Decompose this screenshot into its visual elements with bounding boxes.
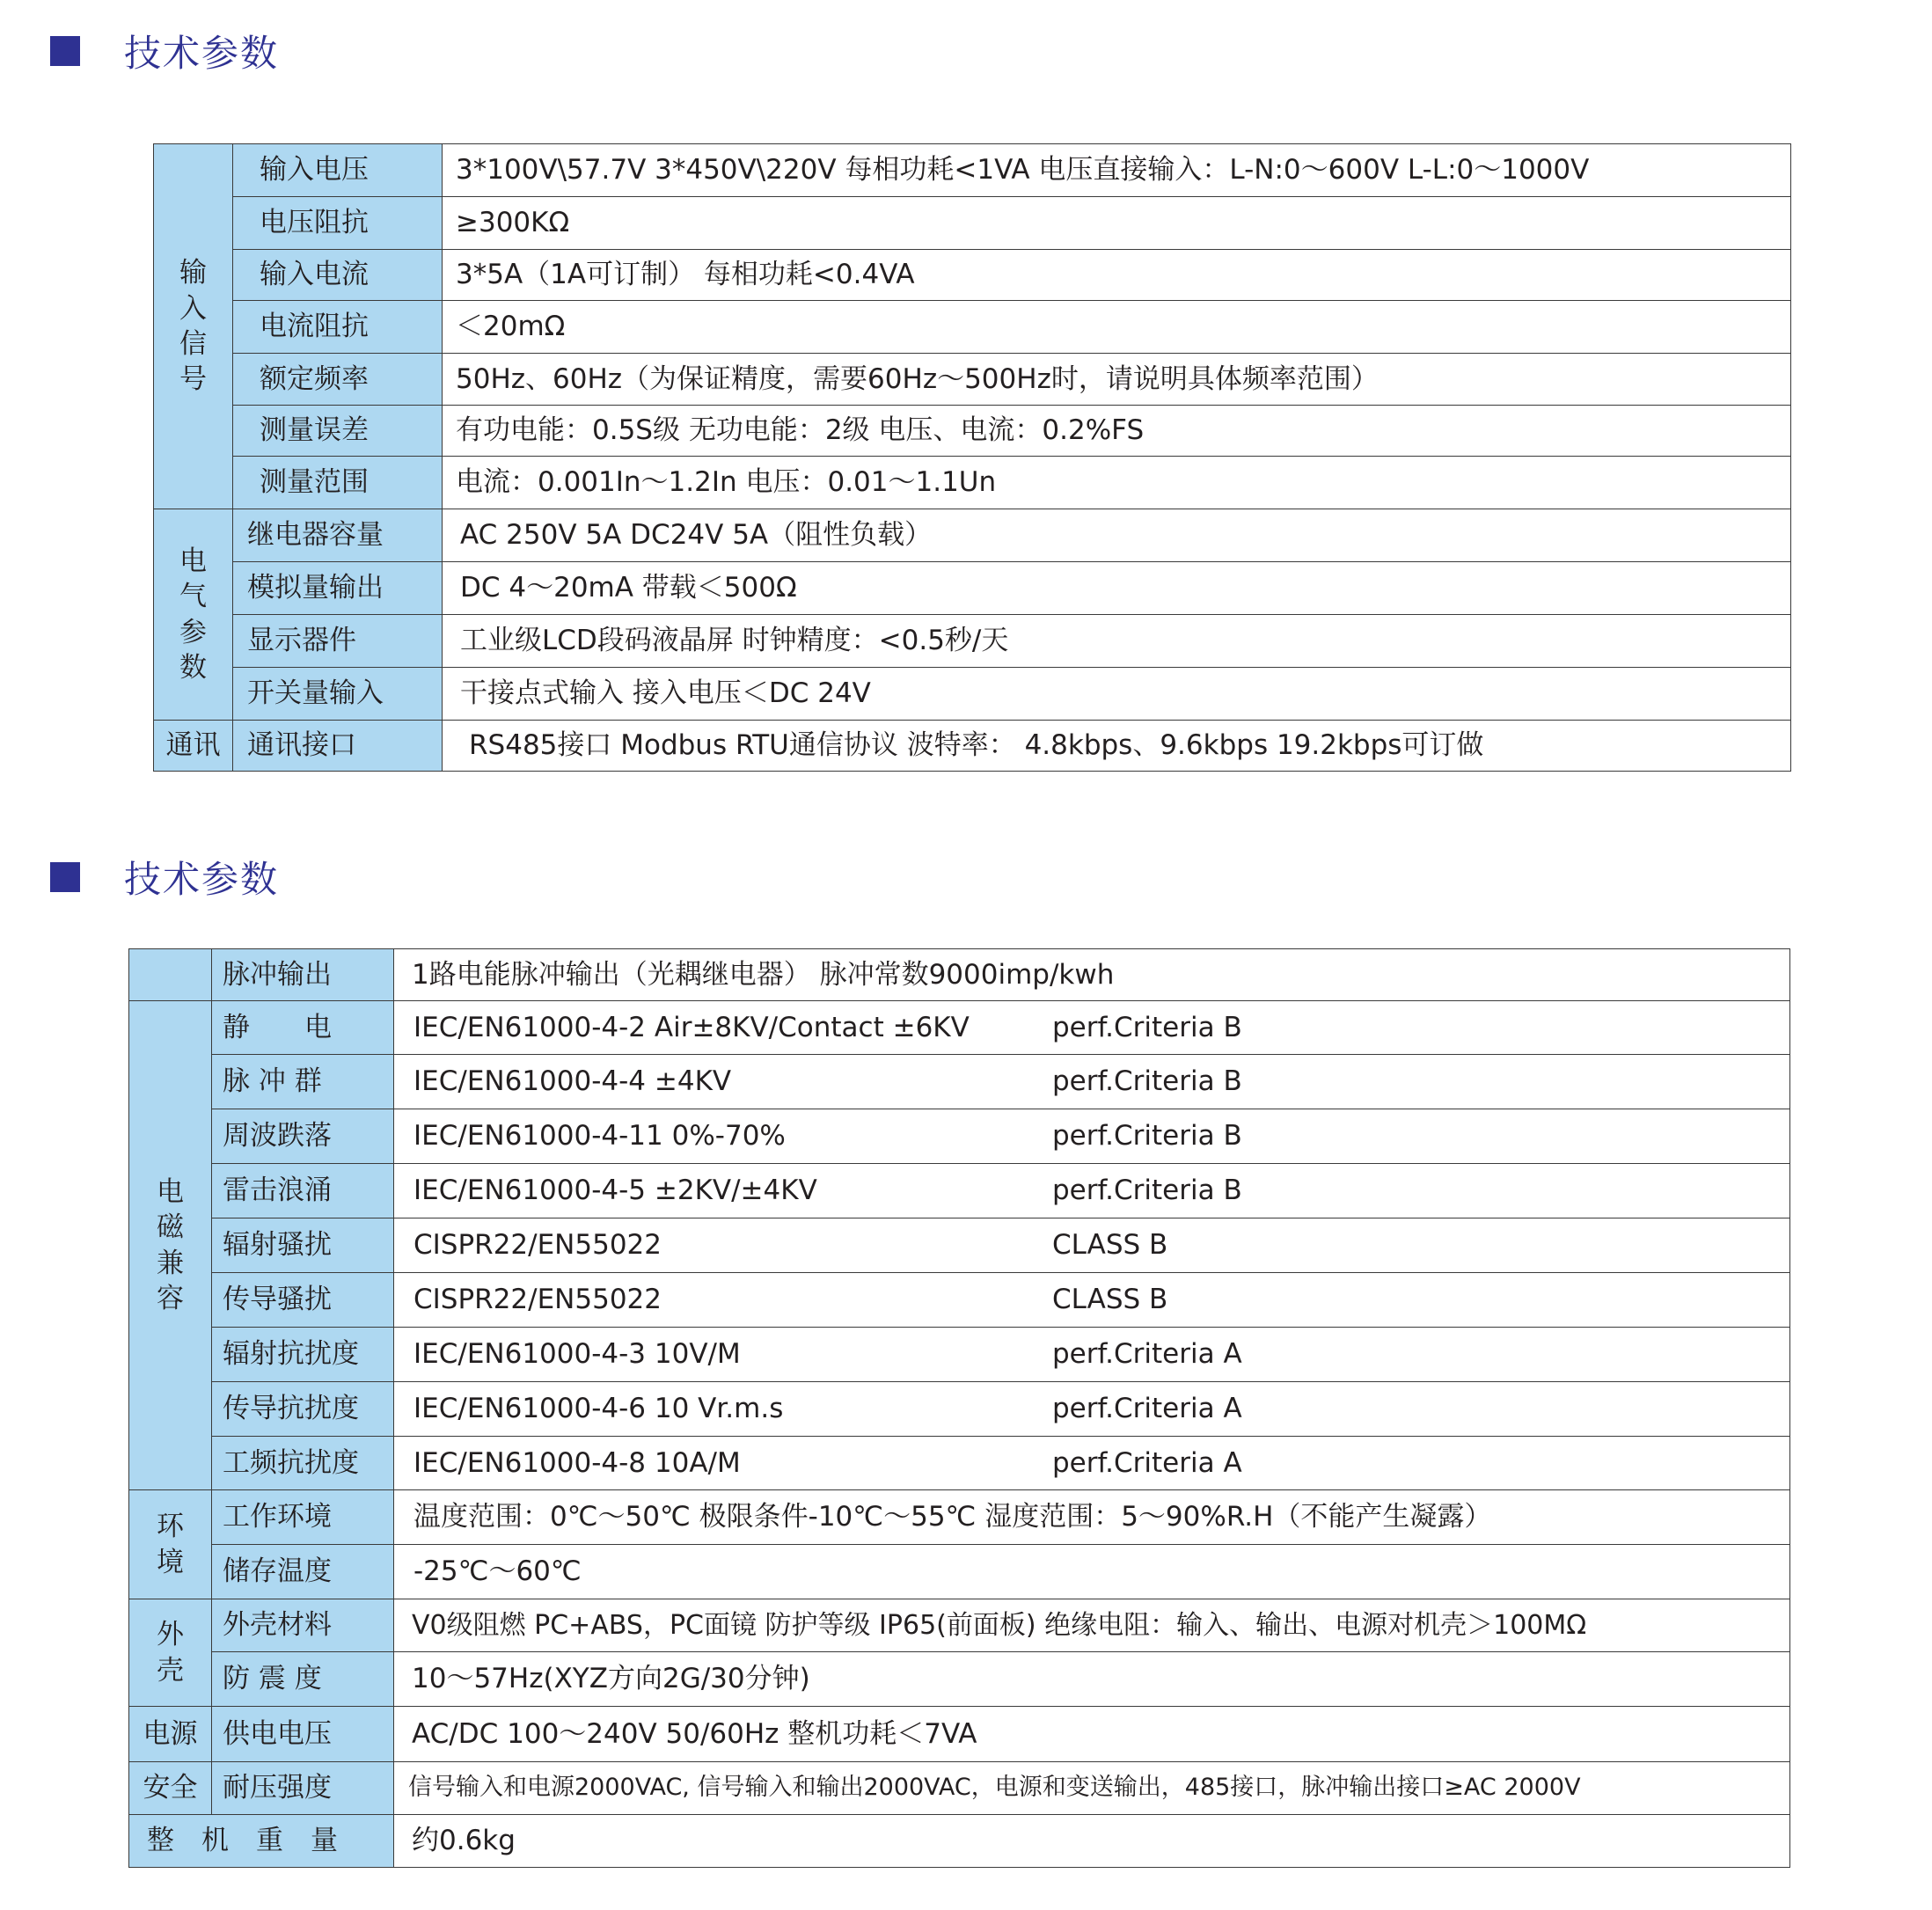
row-label: 辐射抗扰度 <box>212 1328 394 1382</box>
row-label: 工作环境 <box>212 1490 394 1545</box>
row-label: 输入电压 <box>233 144 443 197</box>
footer-value-weight: 约0.6kg <box>394 1815 1790 1868</box>
table-row <box>154 144 1791 197</box>
table-row <box>129 1218 1790 1273</box>
row-value: 10～57Hz(XYZ方向2G/30分钟) <box>394 1652 1790 1707</box>
row-value <box>394 1055 1790 1109</box>
row-label: 继电器容量 <box>233 509 443 562</box>
standard-text: IEC/EN61000-4-2 Air±8KV/Contact ±6KV <box>413 1011 970 1043</box>
row-label: 输入电流 <box>233 250 443 301</box>
row-value: 3*5A（1A可订制） 每相功耗<0.4VA <box>443 250 1791 301</box>
section-title-text: 技术参数 <box>124 32 280 75</box>
row-value: 1路电能脉冲输出（光耦继电器） 脉冲常数9000imp/kwh <box>394 949 1790 1001</box>
row-label: 供电电压 <box>212 1707 394 1762</box>
table-row <box>129 1652 1790 1707</box>
row-label: 工频抗扰度 <box>212 1437 394 1490</box>
group-label-environment <box>129 1490 212 1599</box>
table-row <box>129 1762 1790 1815</box>
row-value: 工业级LCD段码液晶屏 时钟精度：<0.5秒/天 <box>443 615 1791 668</box>
group-label-text: 环 境 <box>157 1511 184 1578</box>
row-value: 3*100V\57.7V 3*450V\220V 每相功耗<1VA 电压直接输入：L-N:0～600V L-L:0～1000V <box>443 144 1791 197</box>
row-label: 储存温度 <box>212 1545 394 1599</box>
row-value: 干接点式输入 接入电压＜DC 24V <box>443 668 1791 721</box>
table-row <box>129 1055 1790 1109</box>
spec-table-2 <box>128 948 1790 1868</box>
row-label: 测量范围 <box>233 457 443 509</box>
table-row <box>154 457 1791 509</box>
table-row <box>129 1273 1790 1328</box>
row-label: 外壳材料 <box>212 1599 394 1652</box>
row-label: 耐压强度 <box>212 1762 394 1815</box>
title-square-icon <box>50 36 80 66</box>
table-row <box>154 562 1791 615</box>
group-label-electrical-params <box>154 509 233 721</box>
criteria-text: perf.Criteria B <box>1052 1065 1242 1098</box>
row-value <box>394 1109 1790 1164</box>
table-row <box>154 197 1791 250</box>
table-row <box>154 615 1791 668</box>
standard-text: IEC/EN61000-4-11 0%-70% <box>413 1120 786 1153</box>
table-row <box>129 949 1790 1001</box>
row-label: 辐射骚扰 <box>212 1218 394 1273</box>
standard-text: IEC/EN61000-4-4 ±4KV <box>413 1065 732 1098</box>
table-row <box>129 1328 1790 1382</box>
criteria-text: perf.Criteria A <box>1052 1393 1242 1425</box>
group-label-power: 电源 <box>129 1707 212 1762</box>
group-label-text: 电 磁 兼 容 <box>157 1175 184 1314</box>
group-label-housing <box>129 1599 212 1707</box>
standard-text: IEC/EN61000-4-3 10V/M <box>413 1338 741 1371</box>
row-value: 电流：0.001In～1.2In 电压：0.01～1.1Un <box>443 457 1791 509</box>
title-square-icon <box>50 862 80 892</box>
row-label: 防 震 度 <box>212 1652 394 1707</box>
table-row <box>129 1707 1790 1762</box>
table-row <box>154 250 1791 301</box>
row-value: 信号输入和电源2000VAC, 信号输入和输出2000VAC，电源和变送输出，485接口，脉冲输出接口≥AC 2000V <box>394 1762 1790 1815</box>
row-label: 脉冲输出 <box>212 949 394 1001</box>
row-label: 电流阻抗 <box>233 301 443 354</box>
row-label: 开关量输入 <box>233 668 443 721</box>
row-label: 静 电 <box>212 1001 394 1055</box>
row-value: ≥300KΩ <box>443 197 1791 250</box>
table-row <box>154 668 1791 721</box>
group-label-pulse <box>129 949 212 1001</box>
criteria-text: CLASS B <box>1052 1229 1168 1262</box>
row-value: 有功电能：0.5S级 无功电能：2级 电压、电流：0.2%FS <box>443 406 1791 457</box>
row-value <box>394 1437 1790 1490</box>
table-row <box>129 1815 1790 1868</box>
table-row <box>129 1382 1790 1437</box>
criteria-text: perf.Criteria A <box>1052 1338 1242 1371</box>
table-row <box>129 1599 1790 1652</box>
row-value: -25℃～60℃ <box>394 1545 1790 1599</box>
criteria-text: perf.Criteria B <box>1052 1175 1242 1207</box>
row-value: 温度范围：0℃～50℃ 极限条件-10℃～55℃ 湿度范围：5～90%R.H（不能产生凝露） <box>394 1490 1790 1545</box>
row-value: DC 4～20mA 带载＜500Ω <box>443 562 1791 615</box>
table-row <box>129 1545 1790 1599</box>
row-value <box>394 1382 1790 1437</box>
row-value: AC 250V 5A DC24V 5A（阻性负载） <box>443 509 1791 562</box>
table-row <box>129 1001 1790 1055</box>
section-title-1 <box>50 29 279 73</box>
row-value <box>394 1273 1790 1328</box>
row-label: 传导骚扰 <box>212 1273 394 1328</box>
row-label: 脉 冲 群 <box>212 1055 394 1109</box>
table-row <box>129 1109 1790 1164</box>
row-label: 传导抗扰度 <box>212 1382 394 1437</box>
group-label-text: 外 壳 <box>157 1619 184 1687</box>
group-label-safety: 安全 <box>129 1762 212 1815</box>
row-value: RS485接口 Modbus RTU通信协议 波特率： 4.8kbps、9.6kbps 19.2kbps可订做 <box>443 721 1791 772</box>
row-label: 电压阻抗 <box>233 197 443 250</box>
row-value: V0级阻燃 PC+ABS，PC面镜 防护等级 IP65(前面板) 绝缘电阻：输入、输出、电源对机壳＞100MΩ <box>394 1599 1790 1652</box>
row-value <box>394 1164 1790 1218</box>
criteria-text: perf.Criteria B <box>1052 1120 1242 1153</box>
table-row <box>129 1490 1790 1545</box>
row-label: 测量误差 <box>233 406 443 457</box>
row-label: 雷击浪涌 <box>212 1164 394 1218</box>
table-row <box>129 1164 1790 1218</box>
row-value <box>394 1328 1790 1382</box>
criteria-text: perf.Criteria A <box>1052 1446 1242 1479</box>
group-label-emc <box>129 1001 212 1490</box>
row-label: 通讯接口 <box>233 721 443 772</box>
standard-text: CISPR22/EN55022 <box>413 1284 662 1316</box>
standard-text: IEC/EN61000-4-5 ±2KV/±4KV <box>413 1175 817 1207</box>
criteria-text: CLASS B <box>1052 1284 1168 1316</box>
spec-table-1 <box>153 143 1791 772</box>
row-value: 50Hz、60Hz（为保证精度，需要60Hz～500Hz时，请说明具体频率范围） <box>443 354 1791 406</box>
table-row <box>154 509 1791 562</box>
row-label: 模拟量输出 <box>233 562 443 615</box>
row-label: 周波跌落 <box>212 1109 394 1164</box>
section-title-2 <box>50 855 279 899</box>
group-label-input-signal <box>154 144 233 509</box>
standard-text: IEC/EN61000-4-8 10A/M <box>413 1446 741 1479</box>
table-row <box>129 1437 1790 1490</box>
row-value: ＜20mΩ <box>443 301 1791 354</box>
row-value <box>394 1001 1790 1055</box>
group-label-text: 输 入 信 号 <box>179 257 207 396</box>
table-row <box>154 354 1791 406</box>
row-label: 显示器件 <box>233 615 443 668</box>
group-label-communication: 通讯 <box>154 721 233 772</box>
table-row <box>154 301 1791 354</box>
section-title-text: 技术参数 <box>124 858 280 901</box>
footer-label-weight: 整 机 重 量 <box>129 1815 394 1868</box>
standard-text: CISPR22/EN55022 <box>413 1229 662 1262</box>
criteria-text: perf.Criteria B <box>1052 1011 1242 1043</box>
table-row <box>154 406 1791 457</box>
standard-text: IEC/EN61000-4-6 10 Vr.m.s <box>413 1393 784 1425</box>
row-label: 额定频率 <box>233 354 443 406</box>
row-value: AC/DC 100～240V 50/60Hz 整机功耗＜7VA <box>394 1707 1790 1762</box>
row-value <box>394 1218 1790 1273</box>
group-label-text: 电 气 参 数 <box>179 545 207 684</box>
table-row <box>154 721 1791 772</box>
